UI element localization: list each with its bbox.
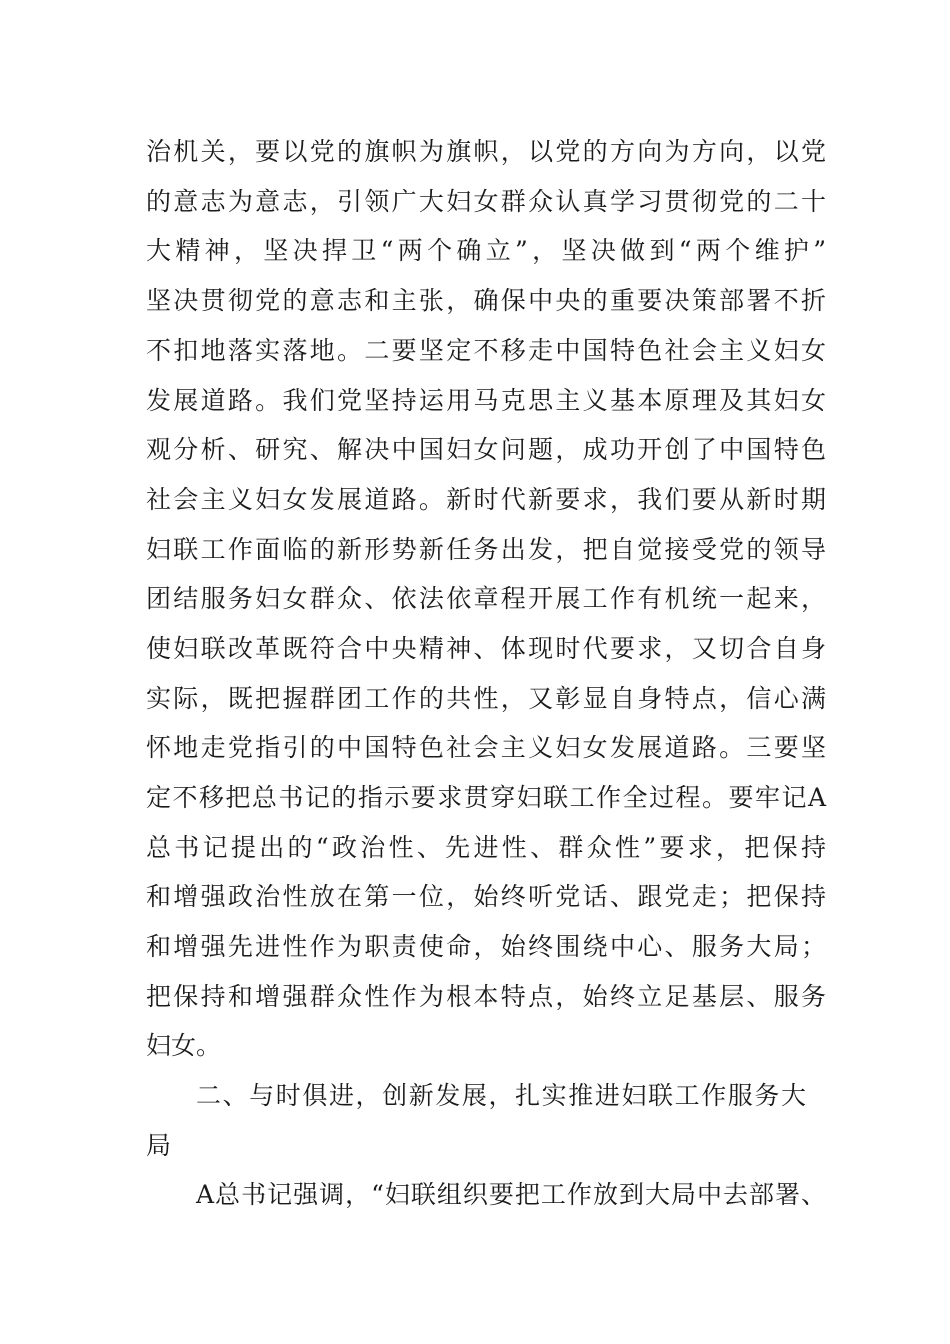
body-line: 使妇联改革既符合中央精神、体现时代要求，又切合自身 — [146, 634, 826, 663]
body-line: 坚决贯彻党的意志和主张，确保中央的重要决策部署不折 — [146, 286, 826, 315]
body-line: 和增强先进性作为职责使命，始终围绕中心、服务大局； — [146, 932, 826, 961]
body-line: 大精神，坚决捍卫“两个确立”，坚决做到“两个维护” — [146, 236, 826, 265]
body-line: 社会主义妇女发展道路。新时代新要求，我们要从新时期 — [146, 485, 826, 514]
paragraph-start-line: A总书记强调，“妇联组织要把工作放到大局中去部署、 — [196, 1180, 826, 1209]
section-heading-continued: 局 — [146, 1131, 172, 1160]
body-line: 不扣地落实落地。二要坚定不移走中国特色社会主义妇女 — [146, 336, 826, 365]
body-line: 观分析、研究、解决中国妇女问题，成功开创了中国特色 — [146, 435, 826, 464]
body-line: 妇女。 — [146, 1031, 222, 1060]
body-line: 怀地走党指引的中国特色社会主义妇女发展道路。三要坚 — [146, 733, 826, 762]
body-line: 团结服务妇女群众、依法依章程开展工作有机统一起来， — [146, 584, 826, 613]
body-line: 总书记提出的“政治性、先进性、群众性”要求，把保持 — [146, 833, 826, 862]
section-heading: 二、与时俱进，创新发展，扎实推进妇联工作服务大 — [196, 1081, 806, 1110]
body-line: 的意志为意志，引领广大妇女群众认真学习贯彻党的二十 — [146, 187, 826, 216]
body-line: 治机关，要以党的旗帜为旗帜，以党的方向为方向，以党 — [146, 137, 826, 166]
body-line: 和增强政治性放在第一位，始终听党话、跟党走；把保持 — [146, 882, 826, 911]
body-line: 妇联工作面临的新形势新任务出发，把自觉接受党的领导 — [146, 535, 826, 564]
body-line: 把保持和增强群众性作为根本特点，始终立足基层、服务 — [146, 982, 826, 1011]
body-line: 发展道路。我们党坚持运用马克思主义基本原理及其妇女 — [146, 386, 826, 415]
body-line: 实际，既把握群团工作的共性，又彰显自身特点，信心满 — [146, 684, 826, 713]
body-line: 定不移把总书记的指示要求贯穿妇联工作全过程。要牢记A — [146, 783, 826, 812]
